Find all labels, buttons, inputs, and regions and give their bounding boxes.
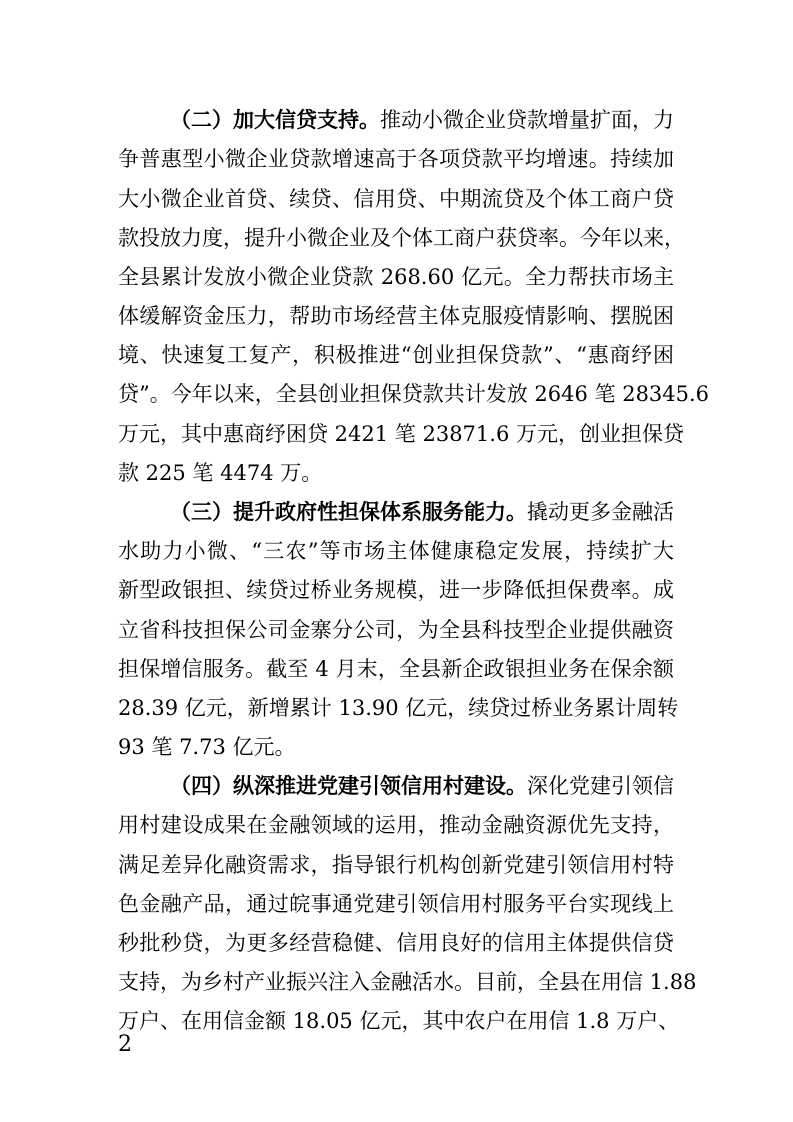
section4-line-1 bbox=[170, 769, 674, 803]
paragraph-line: 新型政银担、续贷过桥业务规模，进一步降低担保费率。成 bbox=[118, 578, 674, 602]
paragraph-line: 万户、在用信金额 18.05 亿元，其中农户在用信 1.8 万户、 bbox=[118, 1009, 680, 1033]
section2-heading: （二）加大信贷支持。 bbox=[170, 108, 380, 132]
paragraph-line: 境、快速复工复产，积极推进“创业担保贷款”、“惠商纾困 bbox=[118, 343, 674, 367]
section4-text: 深化党建引领信 bbox=[527, 774, 674, 798]
paragraph-line: 款 225 笔 4474 万。 bbox=[118, 461, 323, 485]
paragraph-line: 色金融产品，通过皖事通党建引领信用村服务平台实现线上 bbox=[118, 892, 674, 916]
paragraph-line: 用村建设成果在金融领域的运用，推动金融资源优先支持， bbox=[118, 813, 674, 837]
paragraph-line: 担保增信服务。截至 4 月末，全县新企政银担业务在保余额 bbox=[118, 657, 674, 681]
section2-text: 推动小微企业贷款增量扩面，力 bbox=[380, 108, 674, 132]
paragraph-line: 水助力小微、“三农”等市场主体健康稳定发展，持续扩大 bbox=[118, 539, 674, 563]
section2-line-1 bbox=[170, 103, 674, 137]
section3-line-1 bbox=[170, 495, 674, 529]
section3-text: 撬动更多金融活 bbox=[527, 500, 674, 524]
paragraph-line: 万元，其中惠商纾困贷 2421 笔 23871.6 万元，创业担保贷 bbox=[118, 422, 684, 446]
section4-heading: （四）纵深推进党建引领信用村建设。 bbox=[170, 774, 527, 798]
paragraph-line: 28.39 亿元，新增累计 13.90 亿元，续贷过桥业务累计周转 bbox=[118, 696, 679, 720]
paragraph-line: 体缓解资金压力，帮助市场经营主体克服疫情影响、摆脱困 bbox=[118, 304, 674, 328]
paragraph-line: 款投放力度，提升小微企业及个体工商户获贷率。今年以来， bbox=[118, 226, 685, 250]
paragraph-line: 立省科技担保公司金寨分公司，为全县科技型企业提供融资 bbox=[118, 618, 674, 642]
paragraph-line: 93 笔 7.73 亿元。 bbox=[118, 735, 296, 759]
paragraph-line: 支持，为乡村产业振兴注入金融活水。目前，全县在用信 1.88 bbox=[118, 970, 697, 994]
paragraph-line: 秒批秒贷，为更多经营稳健、信用良好的信用主体提供信贷 bbox=[118, 931, 674, 955]
paragraph-line: 争普惠型小微企业贷款增速高于各项贷款平均增速。持续加 bbox=[118, 147, 674, 171]
paragraph-line: 大小微企业首贷、续贷、信用贷、中期流贷及个体工商户贷 bbox=[118, 187, 674, 211]
paragraph-line: 贷”。今年以来，全县创业担保贷款共计发放 2646 笔 28345.6 bbox=[118, 382, 710, 406]
paragraph-line: 全县累计发放小微企业贷款 268.60 亿元。全力帮扶市场主 bbox=[118, 265, 674, 289]
paragraph-line: 满足差异化融资需求，指导银行机构创新党建引领信用村特 bbox=[118, 853, 674, 877]
page-number: 2 bbox=[118, 1032, 132, 1057]
section3-heading: （三）提升政府性担保体系服务能力。 bbox=[170, 500, 527, 524]
